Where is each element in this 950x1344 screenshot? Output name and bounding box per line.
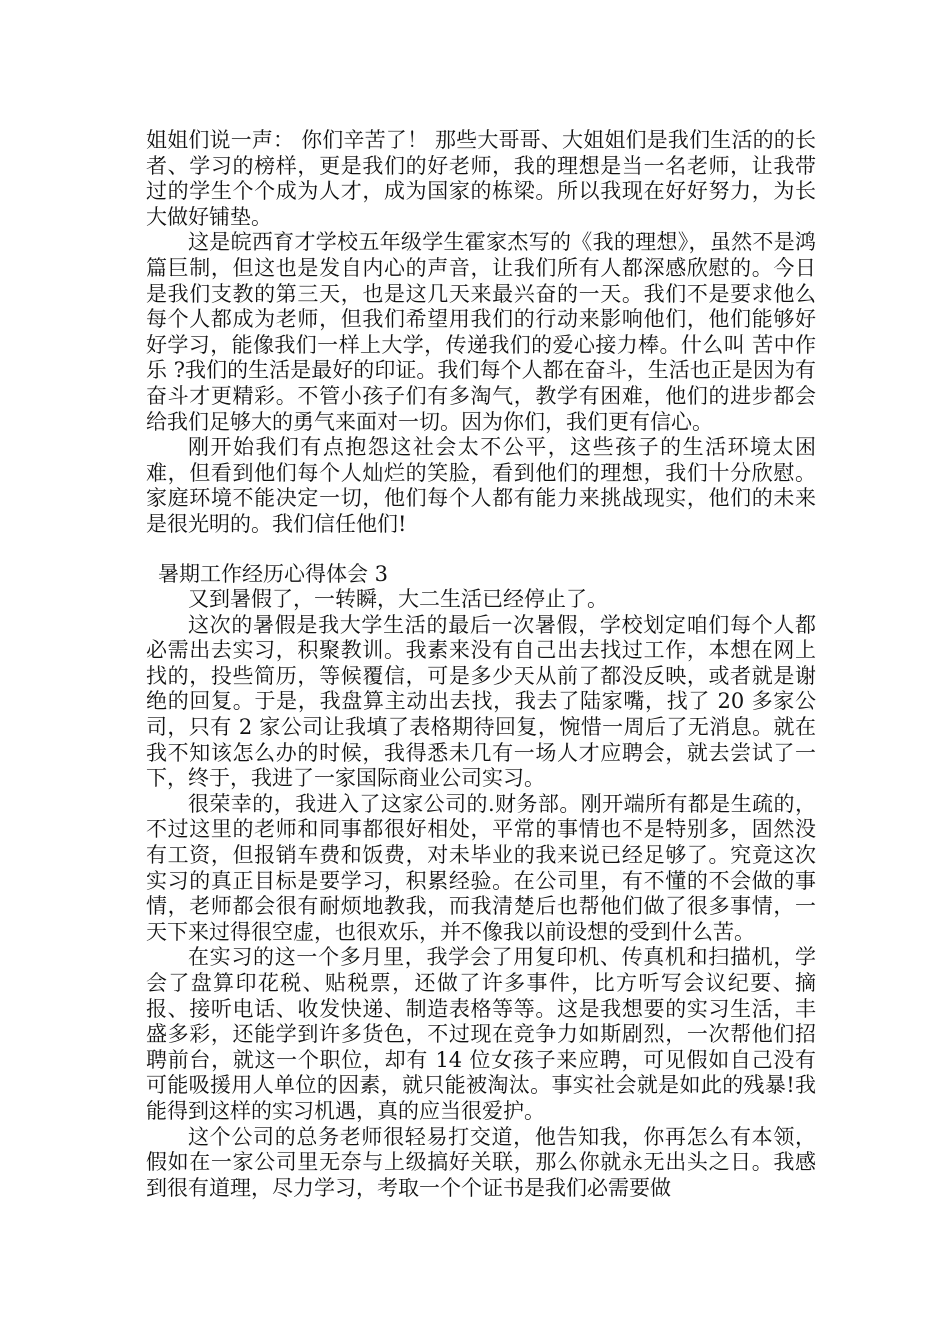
paragraph: 刚开始我们有点抱怨这社会太不公平，这些孩子的生活环境太困难，但看到他们每个人灿烂的笑脸，看到他们的理想，我们十分欣慰。家庭环境不能决定一切，他们每个人都有能力来挑战现实，他们的未来是很光明的。我们信任他们! (146, 435, 816, 536)
paragraph: 这是皖西育才学校五年级学生霍家杰写的《我的理想》，虽然不是鸿篇巨制，但这也是发自内心的声音，让我们所有人都深感欣慰的。今日是我们支教的第三天，也是这几天来最兴奋的一天。我们不是要求他么每个人都成为老师，但我们希望用我们的行动来影响他们，他们能够好好学习，能像我们一样上大学，传递我们的爱心接力棒。什么叫 苦中作乐 ?我们的生活是最好的印证。我们每个人都在奋斗，生活也正是因为有奋斗才更精彩。不管小孩子们有多淘气，教学有困难，他们的进步都会给我们足够大的勇气来面对一切。因为你们，我们更有信心。 (146, 230, 816, 434)
paragraph: 很荣幸的，我进入了这家公司的.财务部。刚开端所有都是生疏的，不过这里的老师和同事都很好相处，平常的事情也不是特别多，固然没有工资，但报销车费和饭费，对未毕业的我来说已经足够了。究竟这次实习的真正目标是要学习，积累经验。在公司里，有不懂的不会做的事情，老师都会很有耐烦地教我，而我清楚后也帮他们做了很多事情，一天下来过得很空虚，也很欢乐，并不像我以前设想的受到什么苦。 (146, 791, 816, 944)
paragraph: 在实习的这一个多月里，我学会了用复印机、传真机和扫描机，学会了盘算印花税、贴税票，还做了许多事件，比方听写会议纪要、摘报、接听电话、收发快递、制造表格等等。这是我想要的实习生活，丰盛多彩，还能学到许多货色，不过现在竞争力如斯剧烈，一次帮他们招聘前台，就这一个职位，却有 14 位女孩子来应聘，可见假如自己没有可能吸援用人单位的因素，就只能被淘汰。事实社会就是如此的残暴!我能得到这样的实习机遇，真的应当很爱护。 (146, 945, 816, 1123)
paragraph-spacer (146, 538, 816, 562)
paragraph: 又到暑假了，一转瞬，大二生活已经停止了。 (188, 587, 608, 612)
paragraph: 姐姐们说一声： 你们辛苦了！ 那些大哥哥、大姐姐们是我们生活的的长者、学习的榜样，更是我们的好老师，我的理想是当一名老师，让我带过的学生个个成为人才，成为国家的栋梁。所以我现在好好努力，为长大做好铺垫。 (146, 128, 816, 229)
paragraph: 这个公司的总务老师很轻易打交道，他告知我，你再怎么有本领，假如在一家公司里无奈与上级搞好关联，那么你就永无出头之日。我感到很有道理，尽力学习，考取一个个证书是我们必需要做 (146, 1124, 816, 1200)
section-heading: 暑期工作经历心得体会 3 (158, 561, 389, 586)
paragraph: 这次的暑假是我大学生活的最后一次暑假，学校划定咱们每个人都必需出去实习，积聚教训。我素来没有自己出去找过工作，本想在网上找的，投些简历，等候覆信，可是多少天从前了都没反映，或者就是谢绝的回复。于是，我盘算主动出去找，我去了陆家嘴，找了 20 多家公司，只有 2 家公司让我填了表格期待回复，惋惜一周后了无消息。就在我不知该怎么办的时候，我得悉未几有一场人才应聘会，就去尝试了一下，终于，我进了一家国际商业公司实习。 (146, 612, 816, 791)
document-body (146, 128, 816, 1201)
